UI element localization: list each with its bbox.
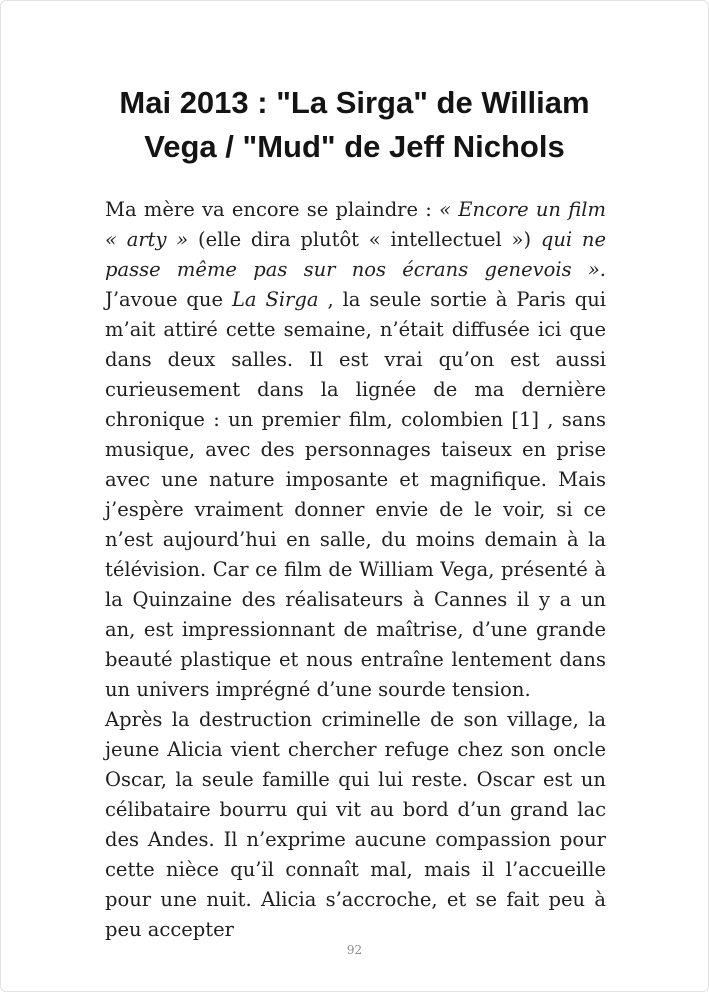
- text-run: Ma mère va encore se plaindre :: [105, 198, 440, 221]
- article-body: [105, 195, 606, 945]
- footnote-ref-1[interactable]: [1]: [511, 408, 539, 431]
- paragraph-2: [105, 705, 606, 945]
- film-title-italic: La Sirga: [231, 288, 328, 311]
- text-run-italic: qui ne passe même pas sur nos écrans genevois ».: [105, 228, 606, 281]
- text-run: (elle dira plutôt « intellectuel »): [197, 228, 541, 251]
- page-number: 92: [346, 943, 363, 957]
- text-run: , la seule sortie à Paris qui m’ait attiré cette semaine, n’était diffusée ici que dans deux salles. Il est vrai qu’on est aussi curieusement dans la lignée de ma dernière chronique : un premier film, colombien: [105, 288, 607, 431]
- text-run-italic: « Encore un film « arty »: [105, 198, 606, 251]
- text-run: Après la destruction criminelle de son village, la jeune Alicia vient chercher refuge chez son oncle Oscar, la seule famille qui lui reste. Oscar est un célibataire bourru qui vit au bord d’un grand lac des Andes. Il n’exprime aucune compassion pour cette nièce qu’il connaît mal, mais il l’accueille pour une nuit. Alicia s’accroche, et se fait peu à peu accepter: [105, 708, 606, 941]
- page-title: Mai 2013 : "La Sirga" de William Vega / "Mud" de Jeff Nichols: [119, 85, 590, 164]
- paragraph-1: [105, 195, 606, 705]
- text-run: J’avoue que: [105, 288, 232, 311]
- text-run: , sans musique, avec des personnages taiseux en prise avec une nature imposante et magnifique. Mais j’espère vraiment donner envie de le voir, si ce n’est aujourd’hui en salle, du moins demain à la télévision. Car ce film de William Vega, présenté à la Quinzaine des réalisateurs à Cannes il y a un an, est impressionnant de maîtrise, d’une grande beauté plastique et nous entraîne lentement dans un univers imprégné d’une sourde tension.: [105, 408, 607, 701]
